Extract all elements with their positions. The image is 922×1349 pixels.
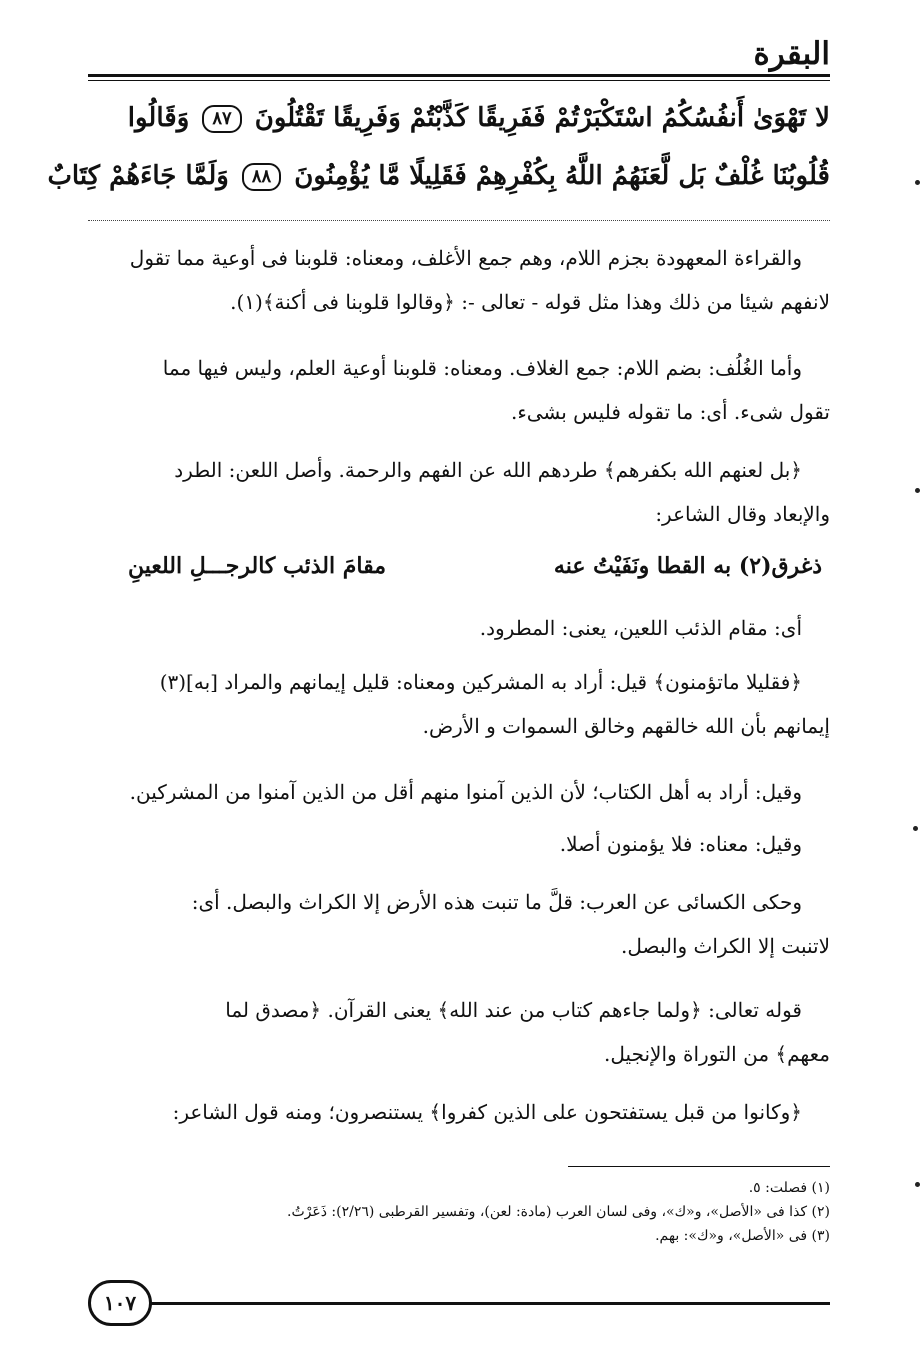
quran-line-1 [88,88,830,148]
text-line: معهم﴾ من التوراة والإنجيل. [604,1042,830,1066]
commentary-paragraph [84,1090,830,1134]
text-line: والإبعاد وقال الشاعر: [655,502,830,526]
page-number: ١٠٧ [88,1280,152,1326]
footnotes [84,1176,830,1248]
text-line: لاتنبت إلا الكراث والبصل. [620,934,830,958]
footnote-2: (٢) كذا فى «الأصل»، و«ك»، وفى لسان العرب (مادة: لعن)، وتفسير القرطبى (٢/٢٦): ذَعَرْتُ. [287,1204,830,1220]
verse-second-hemistich: مقامَ الذئب كالرجـــلِ اللعينِ [128,553,387,579]
text-line: وأما الغُلُف: بضم اللام: جمع الغلاف. ومعناه: قلوبنا أوعية العلم، وليس فيها مما [162,356,802,380]
text-line: قوله تعالى: ﴿ولما جاءهم كتاب من عند الله﴾ يعنى القرآن. ﴿مصدق لما [225,998,802,1022]
scan-margin-dot [915,1182,920,1187]
quran-text: لا تَهْوَىٰ أَنفُسُكُمُ اسْتَكْبَرْتُمْ فَفَرِيقًا كَذَّبْتُمْ وَفَرِيقًا تَقْتُلُونَ [254,103,830,133]
text-line: إيمانهم بأن الله خالقهم وخالق السموات و الأرض. [422,714,830,738]
footer-rule [150,1302,830,1305]
scan-margin-dot [913,826,918,831]
header-rule [88,74,830,77]
text-line: ﴿بل لعنهم الله بكفرهم﴾ طردهم الله عن الفهم والرحمة. وأصل اللعن: الطرد [174,458,802,482]
commentary-paragraph [84,606,830,650]
commentary-paragraph [84,988,830,1076]
quran-text: وَلَمَّا جَاءَهُمْ كِتَابٌ [47,161,229,191]
quran-text: قُلُوبُنَا غُلْفٌ بَل لَّعَنَهُمُ اللَّهُ بِكُفْرِهِمْ فَقَلِيلًا مَّا يُؤْمِنُونَ [294,161,830,191]
commentary-paragraph [84,660,830,748]
text-line: ﴿وكانوا من قبل يستفتحون على الذين كفروا﴾ يستنصرون؛ ومنه قول الشاعر: [172,1100,802,1124]
quran-text: وَقَالُوا [127,103,190,133]
header-rule-thin [88,80,830,81]
commentary-paragraph [84,448,830,536]
text-line: وقيل: أراد به أهل الكتاب؛ لأن الذين آمنوا منهم أقل من الذين آمنوا من المشركين. [129,780,802,804]
footnote-separator [568,1166,830,1167]
text-line: أى: مقام الذئب اللعين، يعنى: المطرود. [479,616,802,640]
section-divider [88,220,830,221]
poetry-verse [88,544,830,588]
text-line: لانفهم شيئا من ذلك وهذا مثل قوله - تعالى -: ﴿وقالوا قلوبنا فى أكنة﴾(١). [230,290,830,314]
verse-first-hemistich: ذغرق(٢) به القطا ونَفَيْتُ عنه [553,553,822,579]
text-line: وحكى الكسائى عن العرب: قلَّ ما تنبت هذه الأرض إلا الكراث والبصل. أى: [191,890,802,914]
text-line: وقيل: معناه: فلا يؤمنون أصلا. [559,832,802,856]
ayah-number-marker: ٨٧ [202,105,241,133]
running-title: البقرة [753,36,830,72]
scan-margin-dot [915,180,920,185]
text-line: تقول شىء. أى: ما تقوله فليس بشىء. [510,400,830,424]
commentary-paragraph [84,880,830,968]
scan-margin-dot [915,488,920,493]
commentary-paragraph [84,346,830,434]
commentary-paragraph [84,822,830,866]
commentary-paragraph [84,770,830,814]
text-line: ﴿فقليلا ماتؤمنون﴾ قيل: أراد به المشركين ومعناه: قليل إيمانهم والمراد [به](٣) [159,670,802,694]
text-line: والقراءة المعهودة بجزم اللام، وهم جمع الأغلف، ومعناه: قلوبنا فى أوعية مما تقول [129,246,802,270]
ayah-number-marker: ٨٨ [242,163,281,191]
commentary-paragraph [84,236,830,324]
footnote-3: (٣) فى «الأصل»، و«ك»: بهم. [655,1228,830,1244]
footnote-1: (١) فصلت: ٥. [748,1180,830,1196]
quran-line-2 [47,146,830,206]
